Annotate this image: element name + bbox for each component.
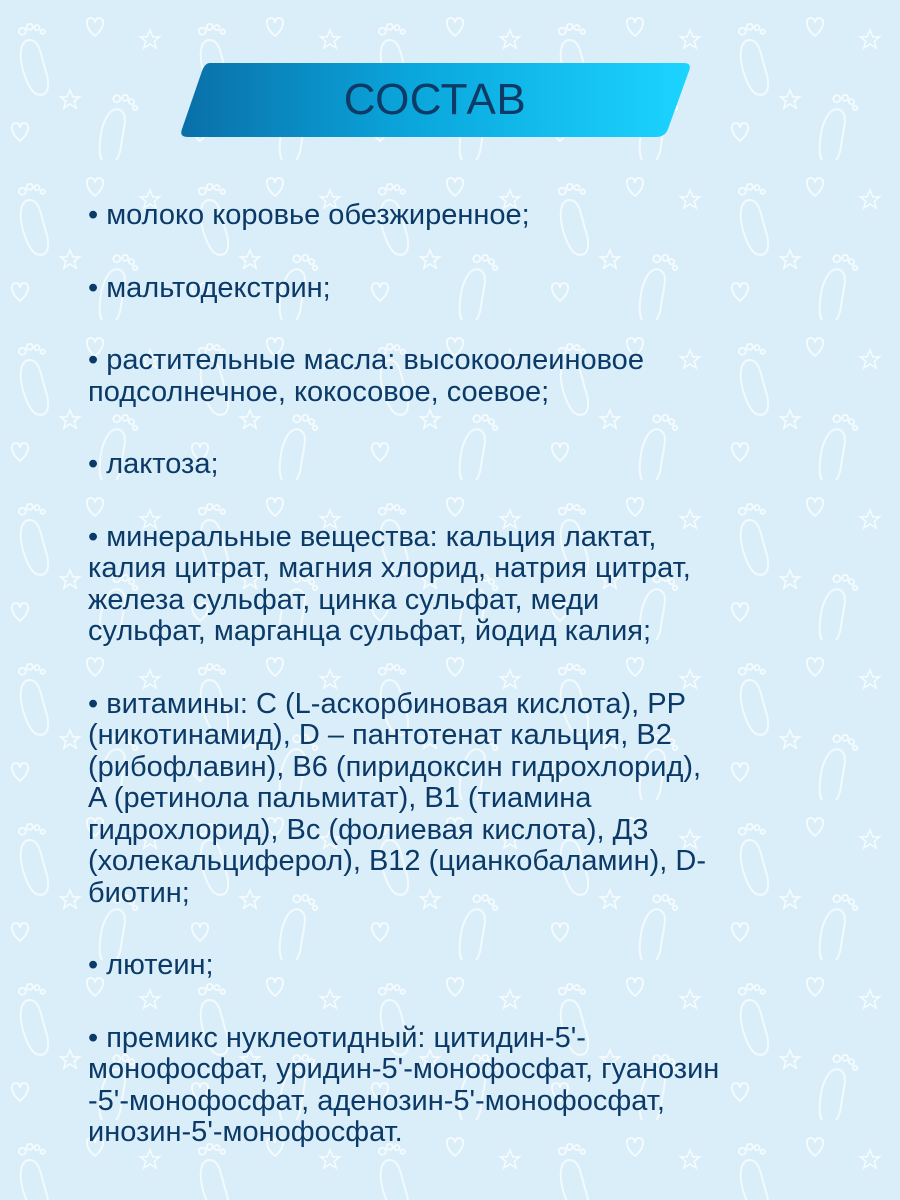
list-item: • премикс нуклеотидный: цитидин-5'- монофосфат, уридин-5'-монофосфат, гуанозин -5'-монофосфат, аденозин-5'-монофосфат, инозин-5'-монофосфат. [88, 1021, 720, 1148]
list-item: • витамины: С (L-аскорбиновая кислота), PP (никотинамид), D – пантотенат кальция, B2 (рибофлавин), B6 (пиридоксин гидрохлорид), A (ретинола пальмитат), B1 (тиамина гидрохлорид), Bc (фолиевая кислота), Д3 (холекальциферол), B12 (цианкобаламин), D- биотин; [88, 687, 707, 909]
list-item: • лактоза; [88, 448, 219, 480]
page-title: СОСТАВ [343, 75, 527, 124]
list-item: • растительные масла: высокоолеиновое подсолнечное, кокосовое, соевое; [88, 344, 644, 408]
list-item: • молоко коровье обезжиренное; [88, 199, 530, 231]
list-item: • минеральные вещества: кальция лактат, калия цитрат, магния хлорид, натрия цитрат, железа сульфат, цинка сульфат, меди сульфат, марганца сульфат, йодид калия; [88, 520, 691, 647]
list-item: • лютеин; [88, 949, 214, 981]
list-item: • мальтодекстрин; [88, 271, 331, 304]
ingredients-list [88, 200, 808, 1190]
title-banner [180, 63, 690, 137]
